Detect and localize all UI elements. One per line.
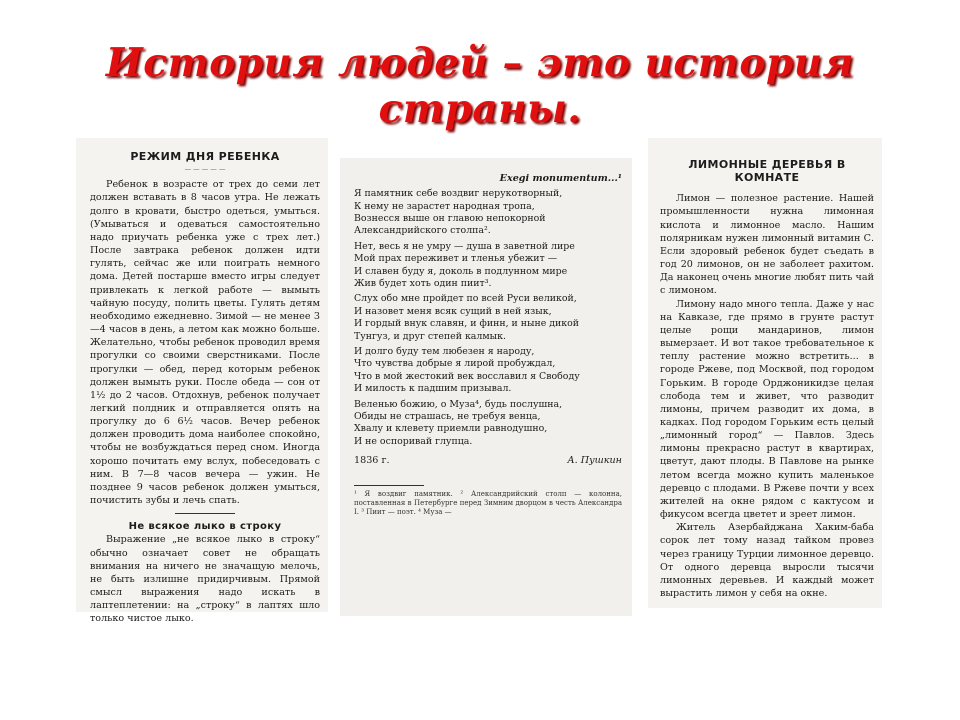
right-page-scan: [648, 138, 882, 608]
poem-line: И славен буду я, доколь в подлунном мире: [354, 265, 568, 277]
poem-line: Что чувства добрые я лирой пробуждал,: [354, 358, 556, 370]
poem-stanza: [354, 188, 622, 238]
poem-signature: [354, 454, 622, 467]
poem-line: Обиды не страшась, не требуя венца,: [354, 411, 541, 423]
left-page-paragraph: Ребенок в возрасте от трех до семи лет должен вставать в 8 часов утра. Не лежать долго в кровати, быстро одеться, умыться. (Умываться и одеваться самостоятельно надо приучать ребенка уже с трех лет.) После завтрака ребенок должен идти гулять, сейчас же или поиграть немного дома. Детей постарше вместо игры следует привлекать к легкой работе — вымыть чайную посуду, полить цветы. Гулять детям необходимо ежедневно. Зимой — не менее 3—4 часов в день, а летом как можно больше. Желательно, чтобы ребенок проводил время прогулки со своими сверстниками. После прогулки — обед, перед которым ребенок должен вымыть руки. После обеда — сон от 1½ до 2 часов. Отдохнув, ребенок получает легкий полдник и отправляется опять на прогулку до 6 6½ часов. Вечер ребенок должен проводить дома наиболее спокойно, чтобы не возбуждаться перед сном. Иногда хорошо почитать ему вслух, побеседовать с ним. В 7—8 часов вечера — ужин. Не позднее 9 часов ребенок должен умыться, почистить зубы и лечь спать.: [90, 179, 320, 507]
right-page-heading: ЛИМОННЫЕ ДЕРЕВЬЯ В КОМНАТЕ: [688, 158, 846, 185]
poem-line: Жив будет хоть один пиит³.: [354, 278, 492, 289]
left-page-scan: [76, 138, 328, 625]
section-divider: [175, 513, 235, 514]
poem-line: Тунгуз, и друг степей калмык.: [354, 330, 506, 342]
poem-line: Нет, весь я не умру — душа в заветной лире: [354, 240, 575, 252]
right-page-paragraph: Лимон — полезное растение. Нашей промышленности нужна лимонная кислота и лимонное масло. Нашим полярникам нужен лимонный витамин С. Если здоровый ребенок будет съедать в год 20 лимонов, он не заболеет рахитом. Да наконец очень многие любят пить чай с лимоном.: [660, 193, 874, 297]
poem-line: И гордый внук славян, и финн, и ныне дикой: [354, 318, 580, 330]
slide-title: История людей – это история страны.: [105, 40, 855, 132]
poem-epigraph: Exegi monumentum...¹: [499, 173, 622, 184]
poem-line: Веленью божию, о Муза⁴, будь послушна,: [354, 398, 563, 410]
poem-line: И долго буду тем любезен я народу,: [354, 346, 535, 358]
poem-line: И назовет меня всяк сущий в ней язык,: [354, 305, 552, 317]
poem-stanza: [354, 241, 622, 291]
poem-line: Хвалу и клевету приемли равнодушно,: [354, 423, 548, 435]
poem-line: И милость к падшим призывал.: [354, 383, 512, 395]
poem-line: Что в мой жестокий век восславил я Свободу: [354, 370, 580, 382]
poem-line: Слух обо мне пройдет по всей Руси великой,: [354, 293, 577, 305]
middle-page-scan: [340, 158, 632, 616]
heading-underline: — — — — —: [184, 165, 226, 174]
poem-stanza: [354, 293, 622, 343]
footnote-divider: [354, 485, 424, 486]
poem-line: К нему не зарастет народная тропа,: [354, 200, 535, 212]
poem-stanza: [354, 346, 622, 396]
poem-body: [354, 188, 622, 448]
poem-line: Александрийского столпа².: [354, 225, 491, 237]
poem-line: Вознесся выше он главою непокорной: [354, 212, 546, 224]
poem-line: Я памятник себе воздвиг нерукотворный,: [354, 188, 563, 200]
left-page-subheading: Не всякое лыко в строку: [128, 521, 282, 533]
left-page-heading: РЕЖИМ ДНЯ РЕБЕНКА: [130, 150, 280, 163]
poem-footnote: ¹ Я воздвиг памятник. ² Александрийский столп — колонна, поставленная в Петербурге перед Зимним дворцом в честь Александра I. ³ Пиит — поэт. ⁴ Муза —: [354, 490, 622, 517]
poem-line: Мой прах переживет и тленья убежит —: [354, 253, 558, 265]
poem-stanza: [354, 399, 622, 449]
right-page-paragraph: Лимону надо много тепла. Даже у нас на Кавказе, где прямо в грунте растут целые рощи мандаринов, лимон вымерзает. И вот такое требовательное к теплу растение можно встретить... в городе Ржеве, под Москвой, под городом Горьким. В городе Орджоникидзе целая слобода тем и живет, что разводит лимоны, причем разводит их дома, в кадках. Под городом Горьким есть целый „лимонный город“ — Павлов. Здесь лимоны прекрасно растут в квартирах, цветут, дают плоды. В Павлове на рынке летом всегда можно купить маленькое деревцо с плодами. В Ржеве почти у всех жителей на окне рядом с кактусом и фикусом всегда цветет и зреет лимон.: [660, 298, 874, 521]
poem-author: А. Пушкин: [567, 455, 622, 467]
poem-line: И не оспоривай глупца.: [354, 435, 473, 447]
left-page-sub-paragraph: Выражение „не всякое лыко в строку“ обычно означает совет не обращать внимания на ничего не значащую мелочь, не быть излишне придирчивым. Прямой смысл выражения надо искать в лаптеплетении: на „строку“ в лаптях шло только чистое лыко.: [90, 534, 320, 625]
poem-year: 1836 г.: [354, 455, 390, 467]
right-page-paragraph: Житель Азербайджана Хаким-баба сорок лет тому назад тайком провез через границу Турции лимонное деревцо. От одного деревца выросли тысячи лимонных деревьев. И каждый может вырастить лимон у себя на окне.: [660, 522, 874, 599]
